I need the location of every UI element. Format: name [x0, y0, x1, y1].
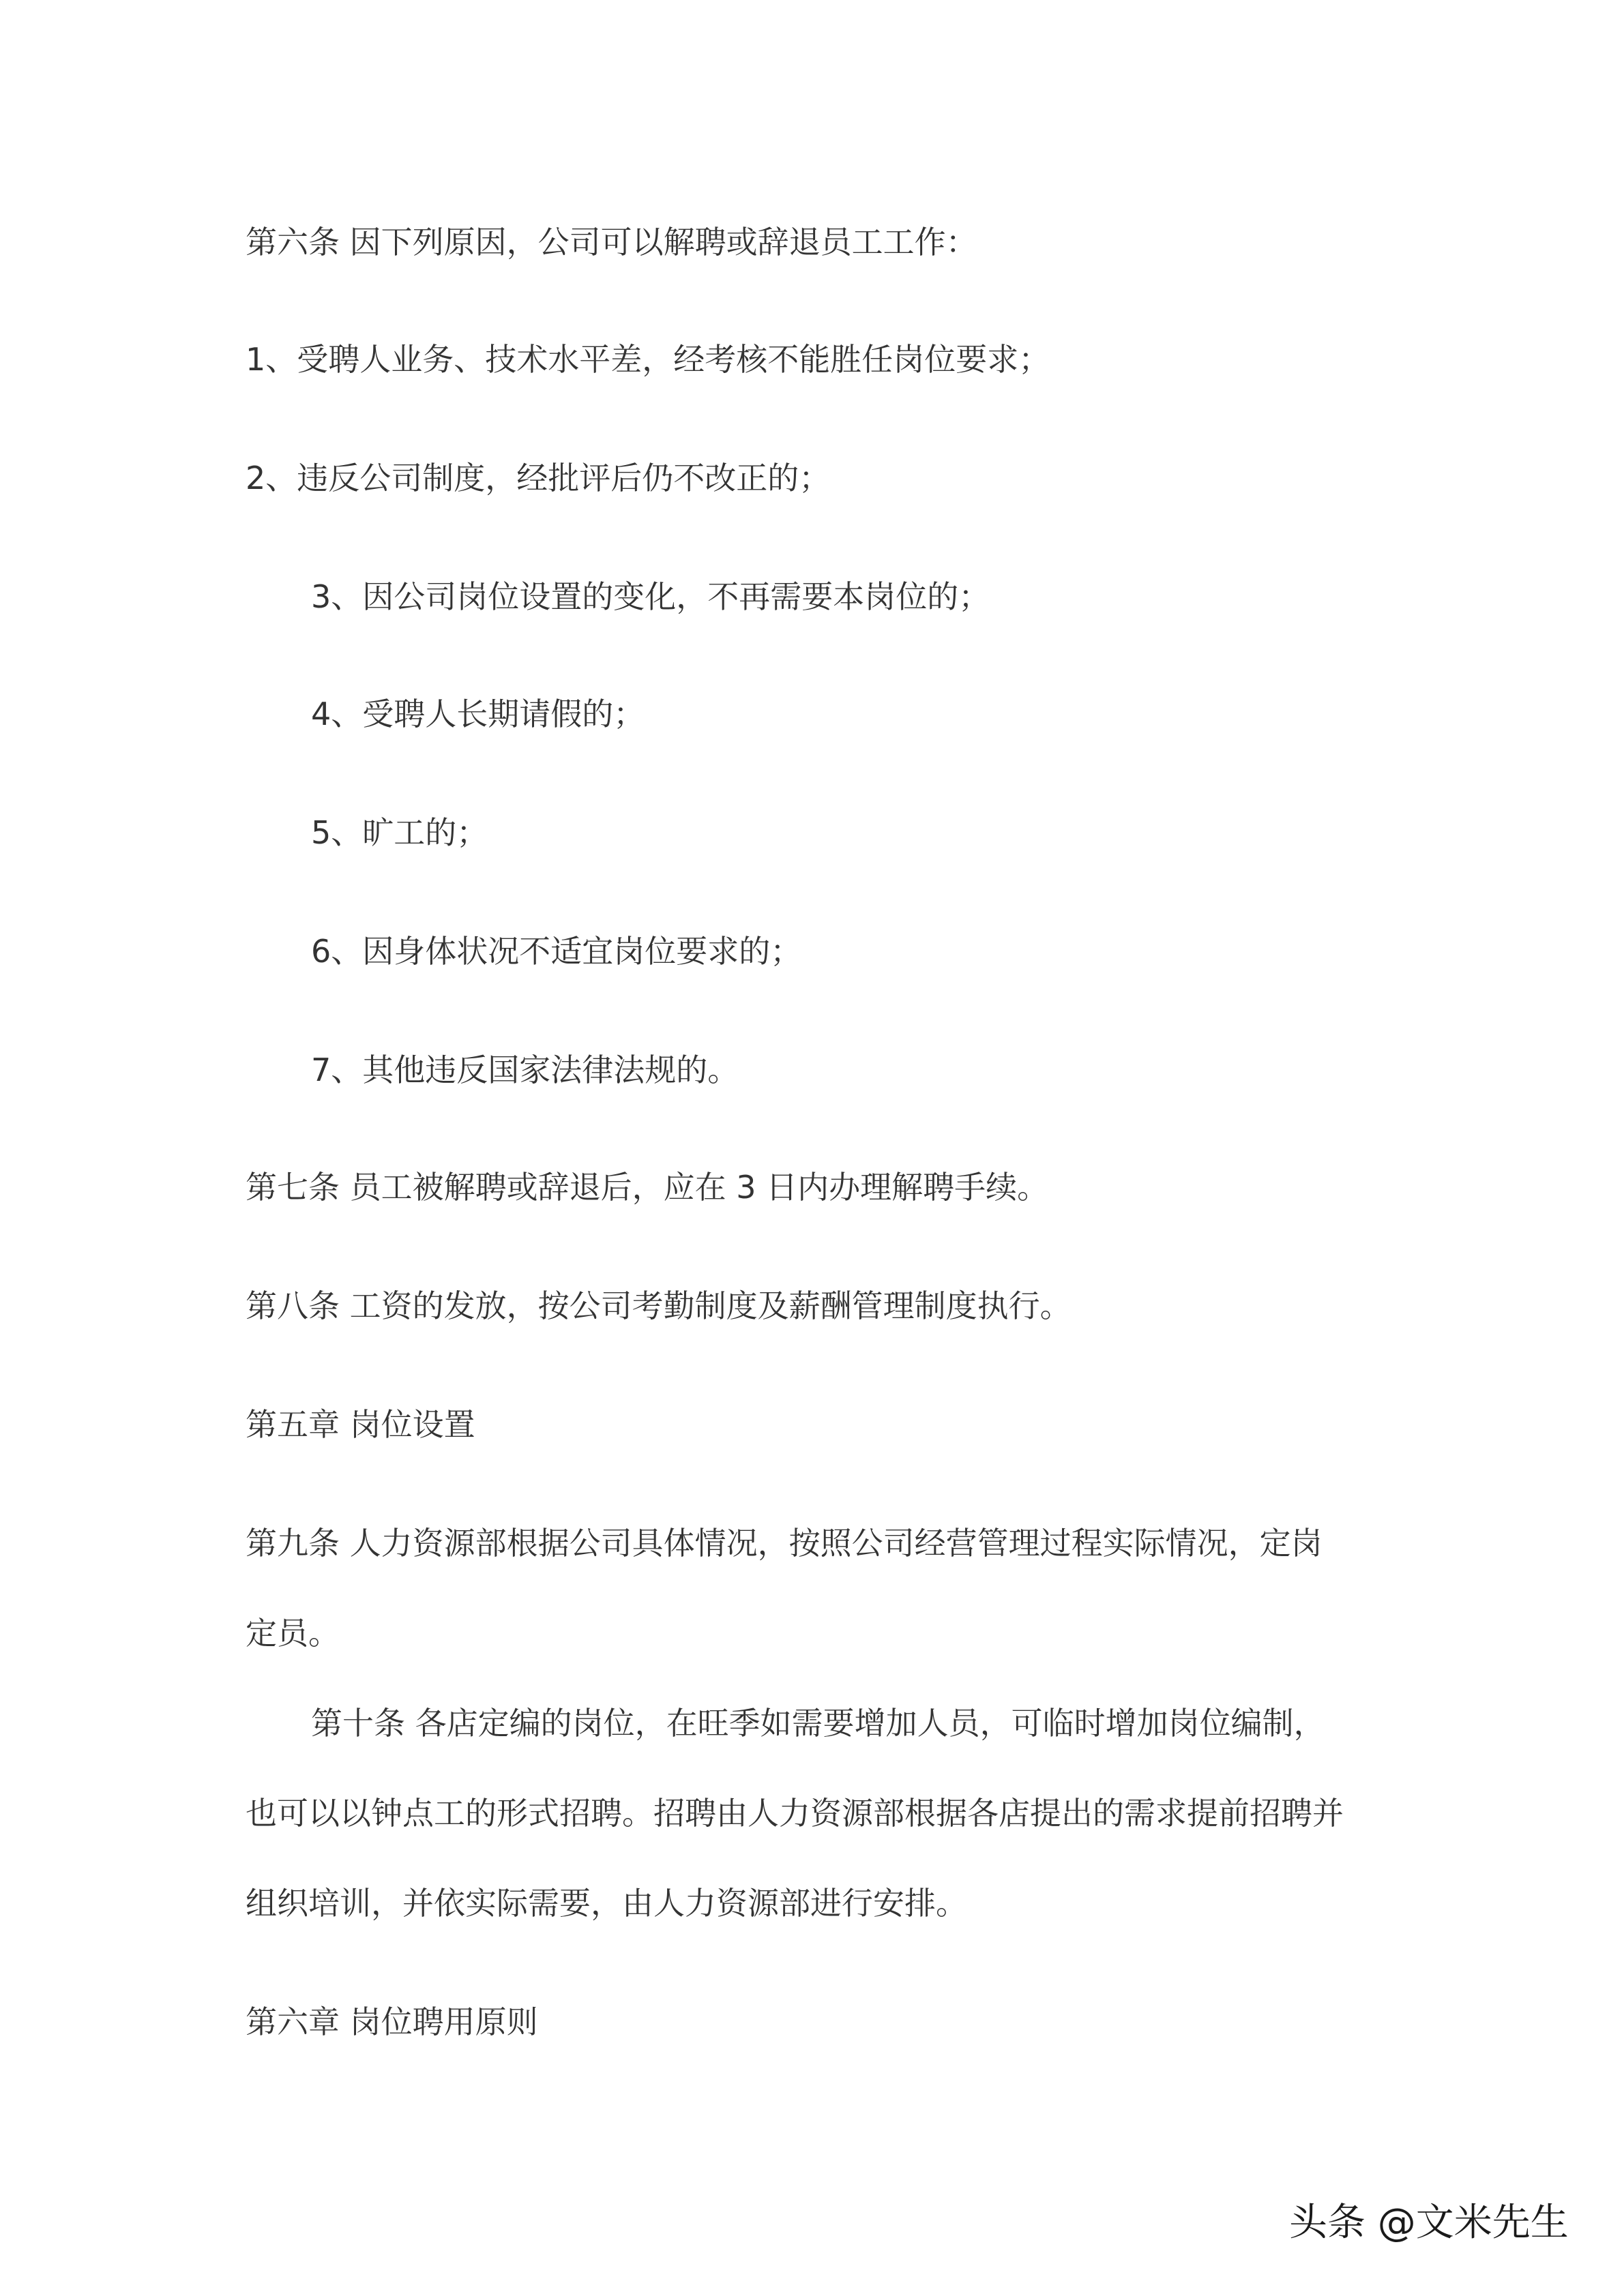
author-watermark: 头条 @文米先生: [1289, 2201, 1569, 2245]
article-6-item-2: 2、违反公司制度，经批评后仍不改正的；: [246, 460, 831, 496]
article-10-line-2: 也可以以钟点工的形式招聘。招聘由人力资源部根据各店提出的需求提前招聘并: [246, 1795, 1344, 1832]
article-6-item-6: 6、因身体状况不适宜岗位要求的；: [311, 933, 802, 970]
chapter-6-heading: 第六章 岗位聘用原则: [246, 2003, 538, 2040]
article-6-item-5: 5、旷工的；: [311, 814, 488, 851]
article-6-item-7: 7、其他违反国家法律法规的。: [311, 1052, 739, 1088]
article-9-line-1: 第九条 人力资源部根据公司具体情况，按照公司经营管理过程实际情况，定岗: [246, 1525, 1323, 1562]
article-9-line-2: 定员。: [246, 1615, 340, 1652]
chapter-5-heading: 第五章 岗位设置: [246, 1406, 475, 1443]
article-6-item-4: 4、受聘人长期请假的；: [311, 696, 645, 732]
article-7: 第七条 员工被解聘或辞退后，应在 3 日内办理解聘手续。: [246, 1169, 1049, 1206]
article-6-heading: 第六条 因下列原因，公司可以解聘或辞退员工工作：: [246, 224, 977, 260]
article-10-line-3: 组织培训，并依实际需要，由人力资源部进行安排。: [246, 1885, 967, 1922]
article-6-item-3: 3、因公司岗位设置的变化，不再需要本岗位的；: [311, 578, 990, 615]
article-8: 第八条 工资的发放，按公司考勤制度及薪酬管理制度执行。: [246, 1287, 1072, 1324]
article-10-line-1: 第十条 各店定编的岗位，在旺季如需要增加人员，可临时增加岗位编制，: [311, 1705, 1325, 1742]
article-6-item-1: 1、受聘人业务、技术水平差，经考核不能胜任岗位要求；: [246, 341, 1050, 378]
